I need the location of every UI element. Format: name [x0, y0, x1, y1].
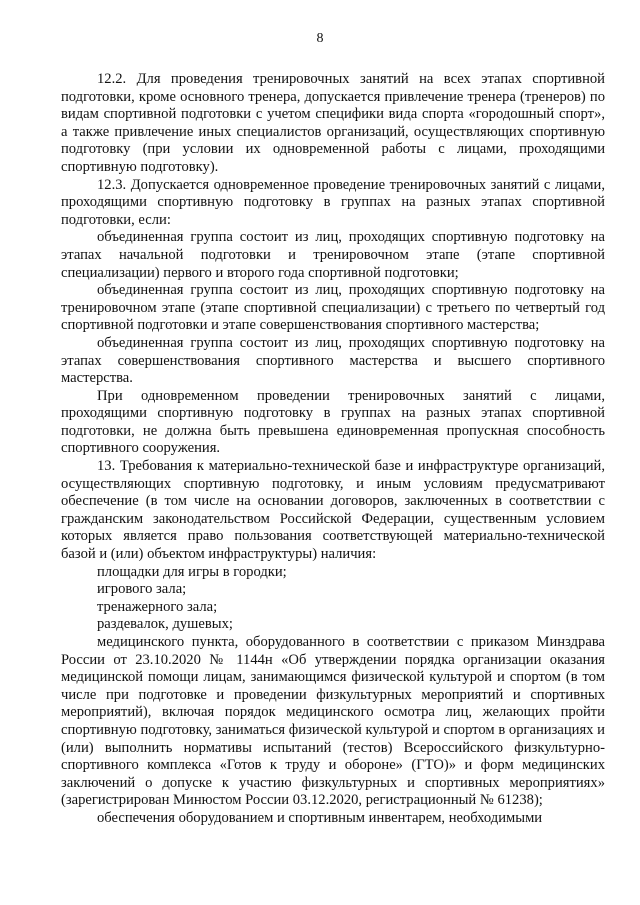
paragraph-13: 13. Требования к материально-технической базе и инфраструктуре организаций, осуществляющих спортивную подготовку, и иным условиям предусматривают обеспечение (в том числе на основании договоров, заключенных в соответствии с гражданским законодательством Российской Федерации, существенным условием которых является право пользования соответствующей материально-технической базой и (или) объектом инфраструктуры) наличия: [61, 458, 605, 563]
list-item-gorodki-ground: площадки для игры в городки; [97, 563, 287, 580]
document-body [61, 71, 605, 828]
list-item-locker-rooms: раздевалок, душевых; [97, 616, 233, 633]
list-item-gym: тренажерного зала; [97, 598, 218, 615]
combined-group-condition-1: объединенная группа состоит из лиц, проходящих спортивную подготовку на этапах начальной подготовки и тренировочном этапе (этапе спортивной специализации) первого и второго года спортивной подготовки; [61, 229, 605, 281]
combined-group-condition-3: объединенная группа состоит из лиц, проходящих спортивную подготовку на этапах совершенствования спортивного мастерства и высшего спортивного мастерства. [61, 334, 605, 387]
page-number: 8 [316, 31, 324, 46]
list-item-equipment: обеспечения оборудованием и спортивным инвентарем, необходимыми [97, 809, 543, 826]
simultaneous-training-note: При одновременном проведении тренировочных занятий с лицами, проходящими спортивную подготовку в группах на разных этапах спортивной подготовки, не должна быть превышена единовременная пропускная способность спортивного сооружения. [61, 387, 605, 457]
paragraph-12-3: 12.3. Допускается одновременное проведение тренировочных занятий с лицами, проходящими спортивную подготовку в группах на разных этапах спортивной подготовки, если: [61, 176, 605, 228]
paragraph-12-2: 12.2. Для проведения тренировочных занятий на всех этапах спортивной подготовки, кроме основного тренера, допускается привлечение тренера (тренеров) по видам спортивной подготовки с учетом специфики вида спорта «городошный спорт», а также привлечение иных специалистов организаций, осуществляющих спортивную подготовку (при условии их одновременной работы с лицами, проходящими спортивную подготовку). [61, 71, 605, 175]
list-item-game-hall: игрового зала; [97, 581, 187, 598]
list-item-medical-point: медицинского пункта, оборудованного в соответствии с приказом Минздрава России от 23.10.2020 № 1144н «Об утверждении порядка организации оказания медицинской помощи лицам, занимающимся физической культурой и спортом (в том числе при подготовке и проведении физкультурных мероприятий и спортивных мероприятий), включая порядок медицинского осмотра лиц, желающих пройти спортивную подготовку, заниматься физической культурой и спортом в организациях и (или) выполнить нормативы испытаний (тестов) Всероссийского физкультурно-спортивного комплекса «Готов к труду и обороне» (ГТО)» и форм медицинских заключений о допуске к участию физкультурных и спортивных мероприятиях» (зарегистрирован Минюстом России 03.12.2020, регистрационный № 61238); [61, 634, 605, 809]
combined-group-condition-2: объединенная группа состоит из лиц, проходящих спортивную подготовку на тренировочном этапе (этапе спортивной специализации) с третьего по четвертый год спортивной подготовки и этапе совершенствования спортивного мастерства; [61, 282, 605, 334]
